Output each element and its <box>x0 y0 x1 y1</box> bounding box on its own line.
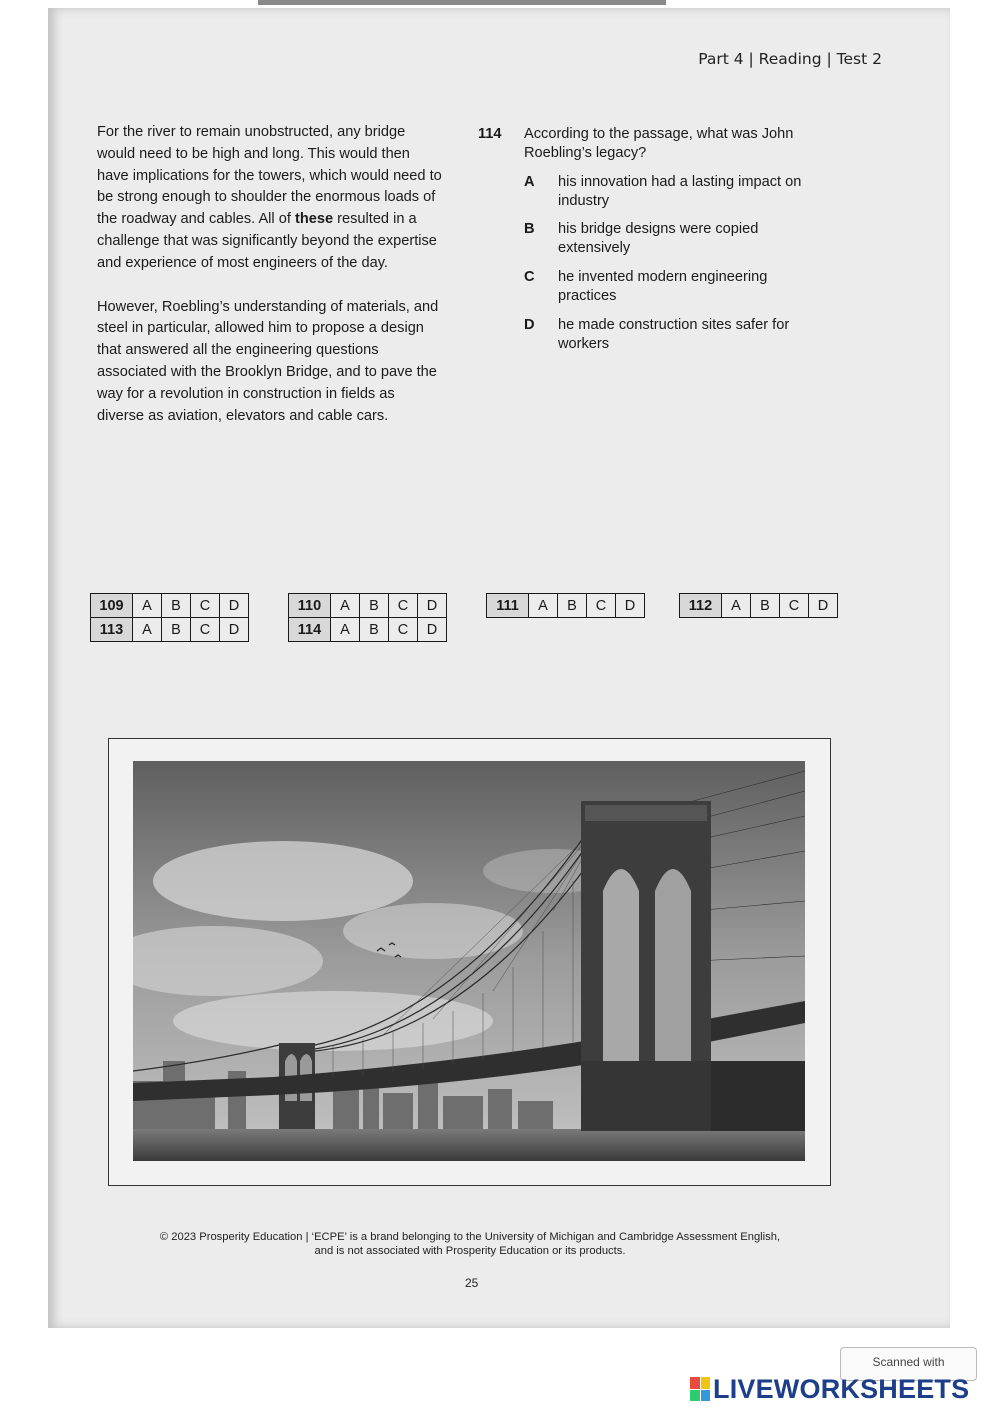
scan-edge-strip <box>258 0 666 5</box>
answer-row-number: 111 <box>487 594 529 618</box>
answer-row-number: 109 <box>91 594 133 618</box>
answer-row-113 <box>91 618 249 642</box>
question-stem: According to the passage, what was John Roebling’s legacy? <box>524 126 794 161</box>
answer-grid-112 <box>679 593 838 618</box>
answer-grid-111 <box>486 593 645 618</box>
scanned-with-badge: Scanned with <box>840 1347 977 1381</box>
answer-cell-d[interactable]: D <box>418 618 447 642</box>
option-letter: A <box>524 174 535 190</box>
option-letter: D <box>524 317 535 333</box>
liveworksheets-logo-icon <box>690 1377 710 1401</box>
answer-cell-d[interactable]: D <box>809 594 838 618</box>
answer-row-number: 112 <box>680 594 722 618</box>
answer-row-112 <box>680 594 838 618</box>
page-header: Part 4 | Reading | Test 2 <box>698 50 882 68</box>
answer-cell-a[interactable]: A <box>331 594 360 618</box>
answer-row-number: 110 <box>289 594 331 618</box>
answer-cell-a[interactable]: A <box>133 618 162 642</box>
answer-cell-a[interactable]: A <box>133 594 162 618</box>
answer-cell-c[interactable]: C <box>389 618 418 642</box>
answer-cell-c[interactable]: C <box>389 594 418 618</box>
brooklyn-bridge-photo <box>133 761 805 1161</box>
option-text: he invented modern engineering practices <box>558 269 768 304</box>
answer-cell-d[interactable]: D <box>418 594 447 618</box>
answer-cell-b[interactable]: B <box>162 618 191 642</box>
passage-paragraph-1: For the river to remain unobstructed, any bridge would need to be high and long. This would then have implications for the towers, which would need to be strong enough to shoulder the enormous loads of the roadway and cables. All of these resulted in a challenge that was significantly beyond the expertise and experience of most engineers of the day. <box>97 124 442 271</box>
liveworksheets-wordmark: LIVEWORKSHEETS <box>713 1373 970 1404</box>
answer-cell-b[interactable]: B <box>360 618 389 642</box>
emphasis-these: these <box>294 211 334 228</box>
answer-row-114 <box>289 618 447 642</box>
answer-cell-b[interactable]: B <box>751 594 780 618</box>
answer-cell-d[interactable]: D <box>220 594 249 618</box>
bridge-illustration <box>133 761 805 1161</box>
answer-grid-109-113 <box>90 593 249 642</box>
answer-cell-a[interactable]: A <box>529 594 558 618</box>
answer-cell-b[interactable]: B <box>558 594 587 618</box>
answer-row-110 <box>289 594 447 618</box>
option-letter: C <box>524 269 535 285</box>
copyright-notice: © 2023 Prosperity Education | ‘ECPE’ is a brand belonging to the University of Michigan and Cambridge Assessment English, and is not associated with Prosperity Education or its products. <box>159 1231 781 1257</box>
answer-cell-d[interactable]: D <box>220 618 249 642</box>
page-number: 25 <box>465 1276 479 1290</box>
reading-passage <box>97 122 442 449</box>
option-text: he made construction sites safer for workers <box>558 317 790 352</box>
answer-cell-c[interactable]: C <box>780 594 809 618</box>
option-text: his bridge designs were copied extensively <box>558 221 759 256</box>
answer-cell-c[interactable]: C <box>587 594 616 618</box>
answer-cell-b[interactable]: B <box>162 594 191 618</box>
option-letter: B <box>524 221 535 237</box>
option-text: his innovation had a lasting impact on industry <box>558 174 802 209</box>
answer-row-number: 114 <box>289 618 331 642</box>
answer-cell-b[interactable]: B <box>360 594 389 618</box>
answer-row-number: 113 <box>91 618 133 642</box>
photo-frame <box>108 738 831 1186</box>
answer-row-111 <box>487 594 645 618</box>
answer-grid-110-114 <box>288 593 447 642</box>
answer-row-109 <box>91 594 249 618</box>
answer-cell-c[interactable]: C <box>191 618 220 642</box>
answer-cell-c[interactable]: C <box>191 594 220 618</box>
answer-cell-a[interactable]: A <box>331 618 360 642</box>
liveworksheets-watermark <box>690 1372 969 1406</box>
answer-cell-d[interactable]: D <box>616 594 645 618</box>
passage-paragraph-2: However, Roebling’s understanding of materials, and steel in particular, allowed him to propose a design that answered all the engineering questions associated with the Brooklyn Bridge, and to pave the way for a revolution in construction in fields as diverse as aviation, elevators and cable cars. <box>97 298 439 424</box>
answer-cell-a[interactable]: A <box>722 594 751 618</box>
question-number: 114 <box>478 126 502 142</box>
